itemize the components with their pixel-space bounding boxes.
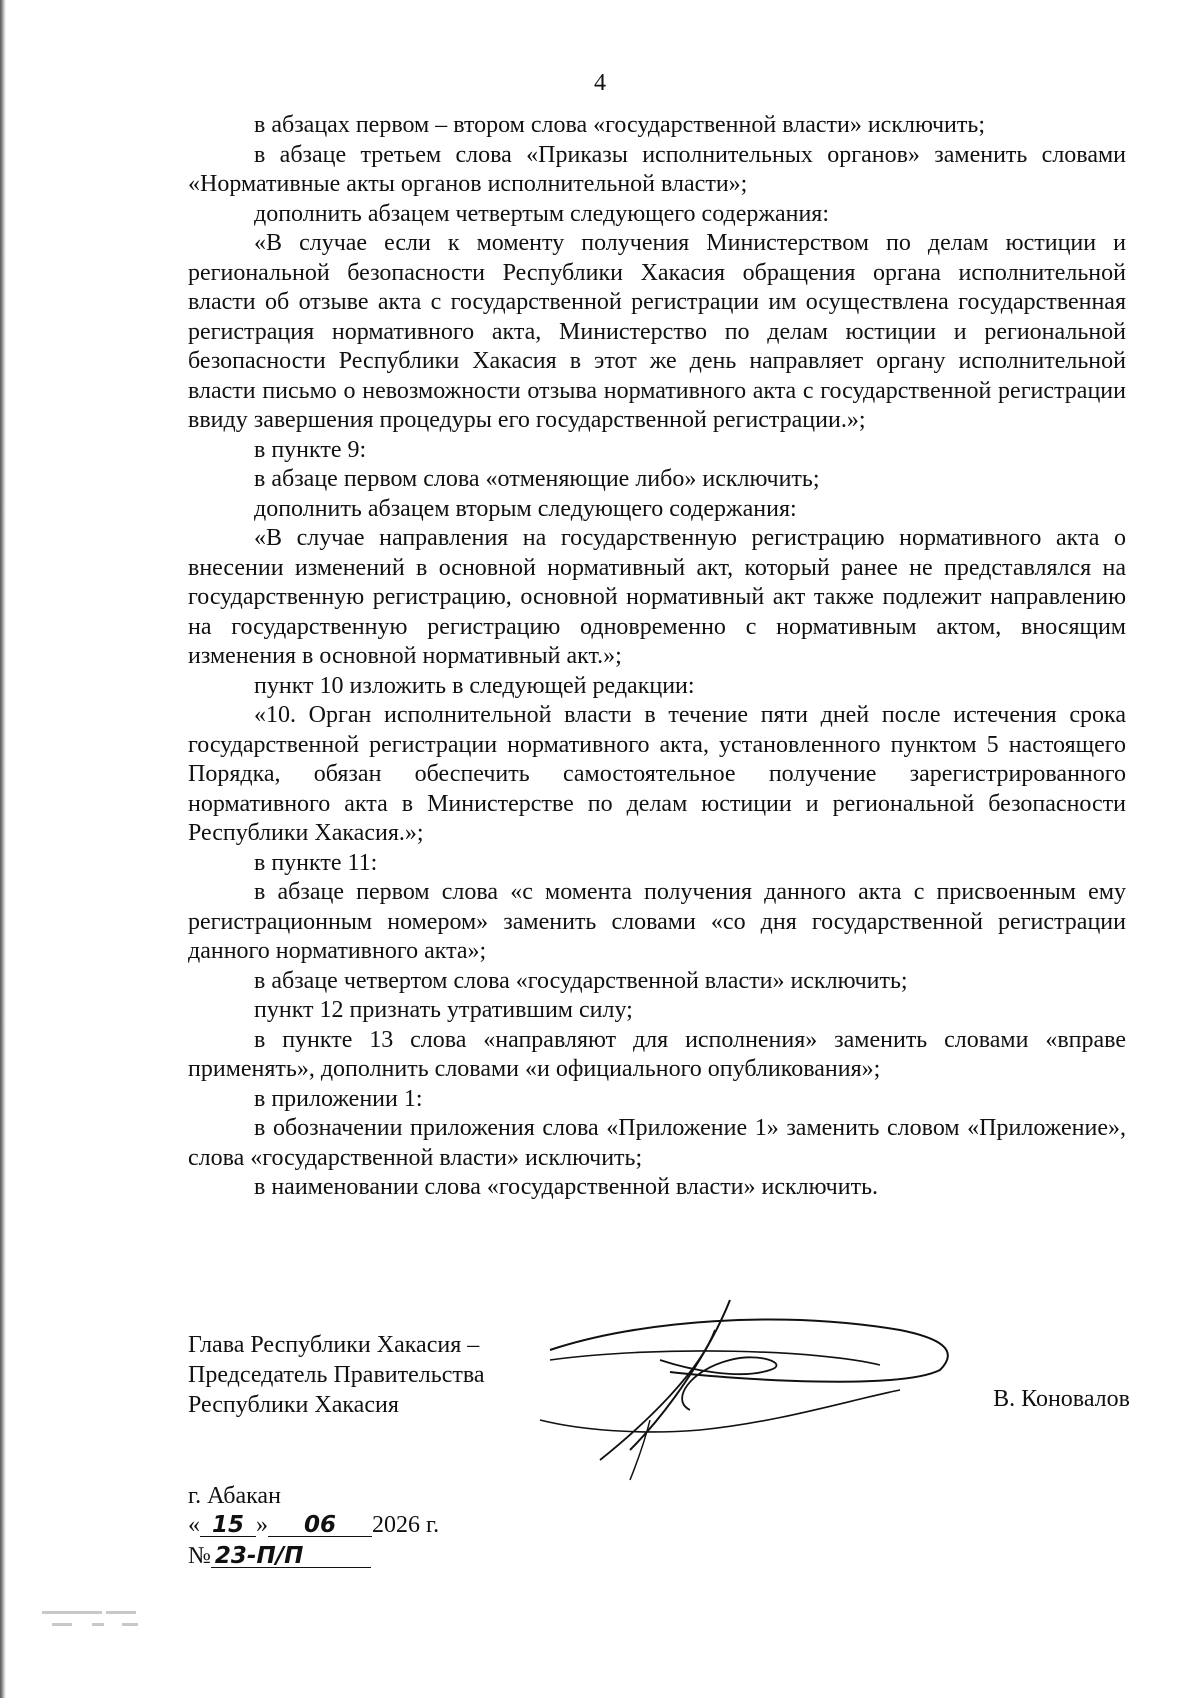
paragraph: в приложении 1: [254,1085,423,1112]
document-body [188,111,1126,1203]
signatory-title [188,1330,485,1420]
date-close-quote: » [256,1512,268,1538]
place-of-signing: г. Абакан [188,1483,281,1509]
paragraph: «В случае направления на государственную регистрацию нормативного акта о внесении изменений в основной нормативный акт, который ранее не представлялся на государственную регистрацию, основной нормативный акт также подлежит направлению на государственную регистрацию одновременно с нормативным актом, вносящим изменения в основной нормативный акт.»; [188,525,1126,669]
paragraph: пункт 10 изложить в следующей редакции: [254,672,695,699]
faint-stamp-mark [42,1605,182,1645]
handwritten-signature [520,1290,980,1490]
document-number [188,1543,371,1570]
signatory-name: В. Коновалов [993,1386,1130,1412]
paragraph: в абзаце третьем слова «Приказы исполнительных органов» заменить словами «Нормативные акты органов исполнительной власти»; [188,141,1126,197]
paragraph: «10. Орган исполнительной власти в течение пяти дней после истечения срока государственной регистрации нормативного акта, установленного пунктом 5 настоящего Порядка, обязан обеспечить самостоятельное получение зарегистрированного нормативного акта в Министерстве по делам юстиции и региональной безопасности Республики Хакасия.»; [188,702,1126,846]
paragraph: в абзаце первом слова «с момента получения данного акта с присвоенным ему регистрационным номером» заменить словами «со дня государственной регистрации данного нормативного акта»; [188,879,1126,964]
paragraph: в абзаце первом слова «отменяющие либо» исключить; [254,466,820,492]
paragraph: пункт 12 признать утратившим силу; [254,997,633,1023]
document-date [188,1512,439,1539]
date-month: 06 [268,1514,372,1537]
number-value: 23-П/П [211,1545,371,1568]
paragraph: в пункте 11: [254,849,378,876]
paragraph: дополнить абзацем четвертым следующего содержания: [254,200,829,227]
page-number: 4 [594,70,606,96]
date-day: 15 [200,1514,256,1537]
number-prefix: № [188,1543,211,1569]
date-year: 2026 г. [372,1512,440,1538]
paragraph: дополнить абзацем вторым следующего содержания: [254,495,797,522]
date-open-quote: « [188,1512,200,1538]
signatory-title-line: Глава Республики Хакасия – [188,1332,480,1358]
paragraph: «В случае если к моменту получения Министерством по делам юстиции и региональной безопасности Республики Хакасия обращения органа исполнительной власти об отзыве акта с государственной регистрации им осуществлена государственная регистрация нормативного акта, Министерство по делам юстиции и региональной безопасности Республики Хакасия в этот же день направляет органу исполнительной власти письмо о невозможности отзыва нормативного акта с государственной регистрации ввиду завершения процедуры его государственной регистрации.»; [188,230,1126,433]
paragraph: в обозначении приложения слова «Приложение 1» заменить словом «Приложение», слова «государственной власти» исключить; [188,1115,1126,1171]
signatory-title-line: Республики Хакасия [188,1392,399,1418]
signatory-title-line: Председатель Правительства [188,1362,485,1388]
paragraph: в абзаце четвертом слова «государственной власти» исключить; [254,967,908,994]
scan-edge [0,0,6,1698]
paragraph: в абзацах первом – втором слова «государственной власти» исключить; [254,112,985,138]
paragraph: в наименовании слова «государственной власти» исключить. [254,1174,879,1200]
paragraph: в пункте 9: [254,436,367,463]
paragraph: в пункте 13 слова «направляют для исполнения» заменить словами «вправе применять», дополнить словами «и официального опубликования»; [188,1026,1126,1082]
